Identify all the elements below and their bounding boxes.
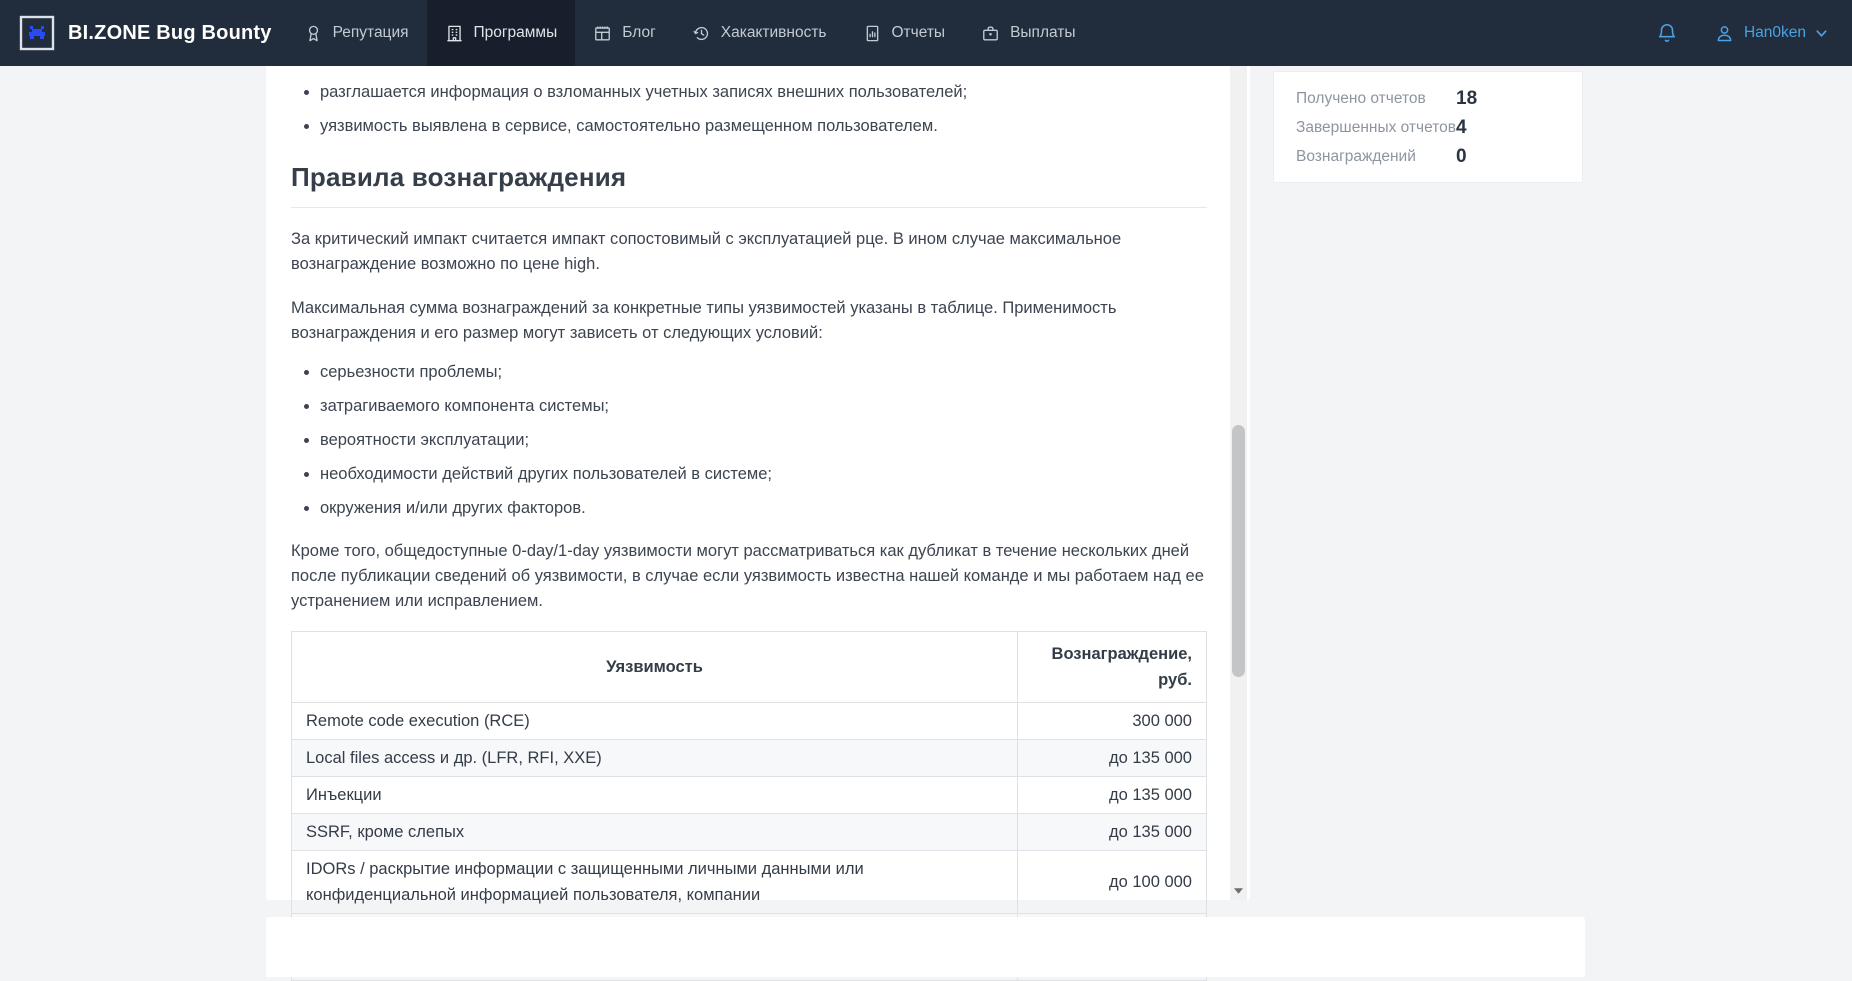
medal-icon	[304, 24, 323, 43]
list-item: • уязвимость выявлена в сервисе, самостоятельно размещенном пользователем.	[320, 114, 1207, 138]
user-menu[interactable]	[1714, 23, 1828, 44]
user-name: Han0ken	[1743, 24, 1806, 41]
stat-row	[1274, 145, 1582, 169]
nav-item-hacktivity[interactable]	[674, 0, 845, 66]
nav-item-payouts[interactable]	[963, 0, 1093, 66]
stat-label: Завершенных отчетов	[1296, 119, 1456, 136]
reward-cell: до 135 000	[1018, 814, 1207, 851]
list-item: • вероятности эксплуатации;	[320, 428, 1207, 452]
list-item: • серьезности проблемы;	[320, 360, 1207, 384]
list-item: • необходимости действий других пользователей в системе;	[320, 462, 1207, 486]
brand-logo-link[interactable]	[0, 0, 286, 66]
user-icon	[1714, 23, 1735, 44]
report-icon	[863, 24, 882, 43]
scrollbar-down-button[interactable]	[1230, 883, 1247, 898]
stat-value: 4	[1456, 117, 1467, 138]
nav-item-label: Хакактивность	[720, 24, 827, 41]
next-section-card	[266, 917, 1585, 977]
blog-icon	[593, 24, 612, 43]
scrollbar-thumb[interactable]	[1232, 425, 1245, 677]
table-row	[292, 740, 1207, 777]
rewards-paragraph-1: За критический импакт считается импакт сопостовимый с эксплуатацией рце. В ином случае максимальное вознаграждение возможно по цене high.	[291, 230, 1122, 273]
history-icon	[692, 24, 711, 43]
nav-item-label: Выплаты	[1010, 24, 1076, 41]
content-scrollbar[interactable]	[1230, 66, 1247, 900]
reward-cell: до 135 000	[1018, 777, 1207, 814]
stat-row	[1274, 116, 1582, 140]
program-stats-card	[1273, 71, 1583, 183]
stat-row	[1274, 87, 1582, 111]
program-rules-content	[291, 66, 1207, 981]
scroll-down-arrow-icon	[1234, 888, 1243, 894]
brand-name: BI.ZONE Bug Bounty	[68, 21, 272, 44]
vulnerability-cell: IDORs / раскрытие информации с защищенными личными данными или конфиденциальной информацией пользователя, компании	[292, 851, 1018, 914]
table-header-row	[292, 632, 1207, 703]
vulnerability-cell: Local files access и др. (LFR, RFI, XXE)	[292, 740, 1018, 777]
reward-header: Вознаграждение, руб.	[1018, 632, 1207, 703]
reward-cell: до 100 000	[1018, 851, 1207, 914]
rewards-paragraph-2: Максимальная сумма вознаграждений за конкретные типы уязвимостей указаны в таблице. Применимость вознаграждения и его размер могут зависеть от следующих условий:	[291, 299, 1117, 342]
nav-item-blog[interactable]	[575, 0, 674, 66]
table-row	[292, 851, 1207, 914]
top-navbar	[0, 0, 1852, 66]
bell-icon	[1656, 22, 1678, 44]
nav-item-reputation[interactable]	[286, 0, 427, 66]
notifications-button[interactable]	[1656, 22, 1678, 44]
list-item: • окружения и/или других факторов.	[320, 496, 1207, 520]
navbar-right	[1656, 0, 1852, 66]
nav-item-programs[interactable]	[427, 0, 576, 66]
table-row	[292, 814, 1207, 851]
chevron-down-icon	[1815, 27, 1828, 40]
stat-label: Вознаграждений	[1296, 148, 1416, 165]
nav-item-reports[interactable]	[845, 0, 964, 66]
stat-label: Получено отчетов	[1296, 90, 1426, 107]
nav-item-label: Репутация	[332, 24, 409, 41]
vulnerability-cell: SSRF, кроме слепых	[292, 814, 1018, 851]
stat-value: 0	[1456, 146, 1467, 167]
table-row	[292, 777, 1207, 814]
stat-value: 18	[1456, 88, 1478, 109]
nav-item-label: Блог	[622, 24, 656, 41]
nav-item-label: Программы	[473, 24, 558, 41]
reward-cell: до 135 000	[1018, 740, 1207, 777]
vulnerability-cell: Remote code execution (RCE)	[292, 703, 1018, 740]
vulnerability-cell: Инъекции	[292, 777, 1018, 814]
reward-cell: 300 000	[1018, 703, 1207, 740]
list-item: • разглашается информация о взломанных учетных записях внешних пользователей;	[320, 80, 1207, 104]
main-nav-menu	[286, 0, 1094, 66]
reward-conditions-list	[291, 360, 1207, 520]
program-content-panel	[266, 66, 1250, 904]
rewards-paragraph-3: Кроме того, общедоступные 0-day/1-day уязвимости могут рассматриваться как дубликат в течение нескольких дней после публикации сведений об уязвимости, в случае если уязвимость известна нашей команде и мы работаем над ее устранением или исправлением.	[291, 542, 1204, 610]
bug-logo-icon	[18, 14, 56, 52]
table-row	[292, 703, 1207, 740]
vulnerability-header: Уязвимость	[292, 632, 1018, 703]
exclusions-list	[291, 80, 1207, 138]
rewards-rules-heading: Правила вознаграждения	[291, 162, 1207, 208]
briefcase-icon	[981, 24, 1000, 43]
nav-item-label: Отчеты	[891, 24, 946, 41]
building-icon	[445, 24, 464, 43]
list-item: • затрагиваемого компонента системы;	[320, 394, 1207, 418]
